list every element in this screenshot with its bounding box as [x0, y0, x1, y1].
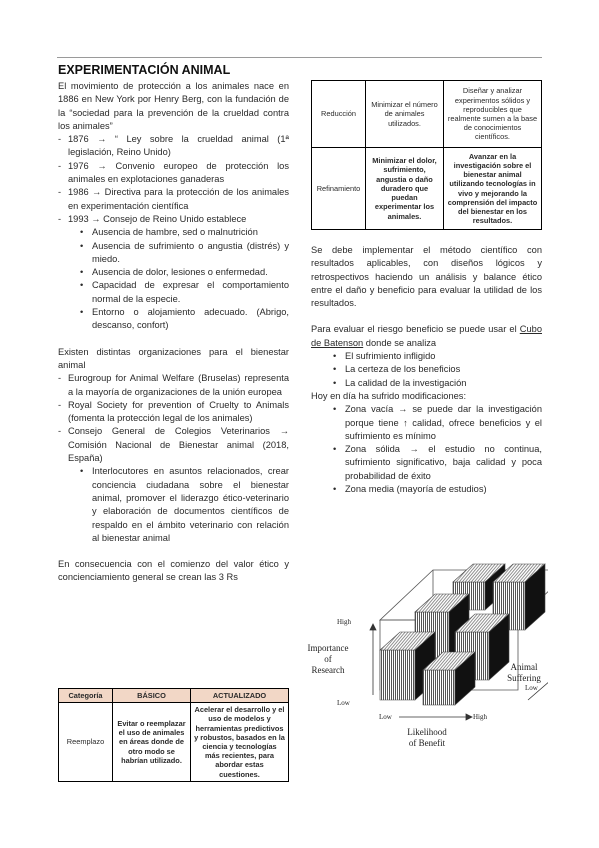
- org-item: [58, 425, 289, 545]
- y-axis-label-line: of: [324, 654, 332, 664]
- z-axis-label-line: Suffering: [507, 673, 541, 683]
- cell-basic: Evitar o reemplazar el uso de animales en áreas donde de otro modo se habrían utilizado.: [113, 703, 191, 782]
- freedoms-list: [68, 226, 289, 332]
- y-low-label: Low: [337, 699, 350, 707]
- cell-basic: Minimizar el número de animales utilizados.: [366, 81, 444, 148]
- table-row: [312, 81, 542, 148]
- cell-category: Refinamiento: [312, 148, 366, 230]
- mod-item: • Zona media (mayoría de estudios): [333, 483, 542, 496]
- timeline-list: [58, 133, 289, 332]
- org-item: - Royal Society for prevention of Cruelty to Animals (fomenta la protección legal de los animales): [58, 399, 289, 426]
- cube-link: Cubo de Batenson: [311, 324, 542, 348]
- cell-category: Reemplazo: [59, 703, 113, 782]
- mod-item: • Zona vacía → se puede dar la investigación porque tiene ↑ calidad, ofrece beneficios y el sufrimiento es mínimo: [333, 403, 542, 443]
- mod-item: • Zona sólida → el estudio no continua, sufrimiento significativo, baja calidad y poca probabilidad de éxito: [333, 443, 542, 483]
- left-column: [58, 80, 289, 585]
- method-paragraph: Se debe implementar el método científico con resultados aplicables, con diseños lógicos y retrospectivos haciendo un análisis y balance ético entre el daño y beneficio para evaluar la utilidad de los resultados.: [311, 245, 542, 309]
- cell-basic: Minimizar el dolor, sufrimiento, angustia o daño duradero que puedan experimentar los animales.: [366, 148, 444, 230]
- right-column: [311, 244, 542, 496]
- cube-intro-text: Para evaluar el riesgo beneficio se puede usar el: [311, 324, 520, 335]
- cube-item: • La certeza de los beneficios: [333, 363, 542, 376]
- x-axis-label: [387, 727, 467, 749]
- freedom-item: • Ausencia de sufrimiento o angustia (distrés) y miedo.: [80, 240, 289, 267]
- mods-list: [311, 403, 542, 496]
- z-axis-label: [499, 662, 549, 684]
- x-high-label: High: [473, 713, 487, 721]
- cube-items-list: [311, 350, 542, 390]
- three-rs-table-part2: [311, 80, 542, 230]
- table-row: [59, 703, 289, 782]
- mods-intro: Hoy en día ha sufrido modificaciones:: [311, 390, 467, 401]
- three-rs-table-part1: [58, 688, 289, 782]
- cube-intro-text: donde se analiza: [363, 337, 437, 348]
- timeline-item: [58, 213, 289, 333]
- timeline-item: - 1986 → Directiva para la protección de los animales en experimentación científica: [58, 186, 289, 213]
- x-low-label: Low: [379, 713, 392, 721]
- cell-updated: Diseñar y analizar experimentos sólidos y reproducibles que realmente sumen a la base de conocimientos científicos.: [444, 81, 542, 148]
- y-axis-label-line: Importance: [307, 643, 349, 653]
- cube-item: • La calidad de la investigación: [333, 377, 542, 390]
- page-title: EXPERIMENTACIÓN ANIMAL: [58, 63, 231, 77]
- y-axis-label: [303, 643, 353, 676]
- col-header-category: Categoría: [59, 689, 113, 703]
- org-item: - Eurogroup for Animal Welfare (Bruselas) representa a la mayoría de organizaciones de la unión europea: [58, 372, 289, 399]
- cube-intro: [311, 323, 542, 350]
- cell-category: Reducción: [312, 81, 366, 148]
- org-sub-list: [68, 465, 289, 545]
- rs-intro: En consecuencia con el comienzo del valor ético y concienciamiento general se crean las 3 Rs: [58, 559, 289, 583]
- col-header-basic: BÁSICO: [113, 689, 191, 703]
- x-axis-label-line: of Benefit: [408, 738, 446, 748]
- org-item-text: Consejo General de Colegios Veterinarios → Comisión Nacional de Bienestar animal (2018, España): [68, 426, 289, 464]
- intro-paragraph: El movimiento de protección a los animales nace en 1886 en New York por Henry Berg, con la fundación de la “sociedad para la prevención de la crueldad contra los animales”: [58, 81, 289, 131]
- table-row: [312, 148, 542, 230]
- timeline-item: - 1876 → “ Ley sobre la crueldad animal (1ª legislación, Reino Unido): [58, 133, 289, 160]
- freedom-item: • Entorno o alojamiento adecuado. (Abrigo, descanso, confort): [80, 306, 289, 333]
- y-high-label: High: [337, 618, 351, 626]
- freedom-item: • Capacidad de expresar el comportamiento normal de la especie.: [80, 279, 289, 306]
- x-axis-label-line: Likelihood: [407, 727, 447, 737]
- timeline-item-text: 1993 → Consejo de Reino Unido establece: [68, 213, 247, 224]
- y-axis-label-line: Research: [311, 665, 345, 675]
- cell-updated: Avanzar en la investigación sobre el bienestar animal utilizando tecnologías in vivo y mejorando la comprensión del impacto del bienestar en los resultados.: [444, 148, 542, 230]
- cube-item: • El sufrimiento infligido: [333, 350, 542, 363]
- orgs-list: [58, 372, 289, 545]
- freedom-item: • Ausencia de dolor, lesiones o enfermedad.: [80, 266, 289, 279]
- timeline-item: - 1976 → Convenio europeo de protección los animales en explotaciones ganaderas: [58, 160, 289, 187]
- orgs-intro: Existen distintas organizaciones para el bienestar animal: [58, 346, 289, 370]
- z-axis-label-line: Animal: [510, 662, 538, 672]
- z-low-label: Low: [525, 684, 538, 692]
- col-header-updated: ACTUALIZADO: [191, 689, 289, 703]
- top-rule: [57, 57, 542, 58]
- freedom-item: • Ausencia de hambre, sed o malnutrición: [80, 226, 289, 239]
- org-sub-item: • Interlocutores en asuntos relacionados, crear conciencia ciudadana sobre el bienestar animal, promover el liderazgo ético-veterinario y elaboración de documentos científicos de respaldo en el ámbito veterinario con relación al bienestar animal: [80, 465, 289, 545]
- bateson-cube-figure: [303, 560, 548, 770]
- cell-updated: Acelerar el desarrollo y el uso de modelos y herramientas predictivos y robustos, basados en la ciencia y tecnologías más recientes, para abordar estas cuestiones.: [191, 703, 289, 782]
